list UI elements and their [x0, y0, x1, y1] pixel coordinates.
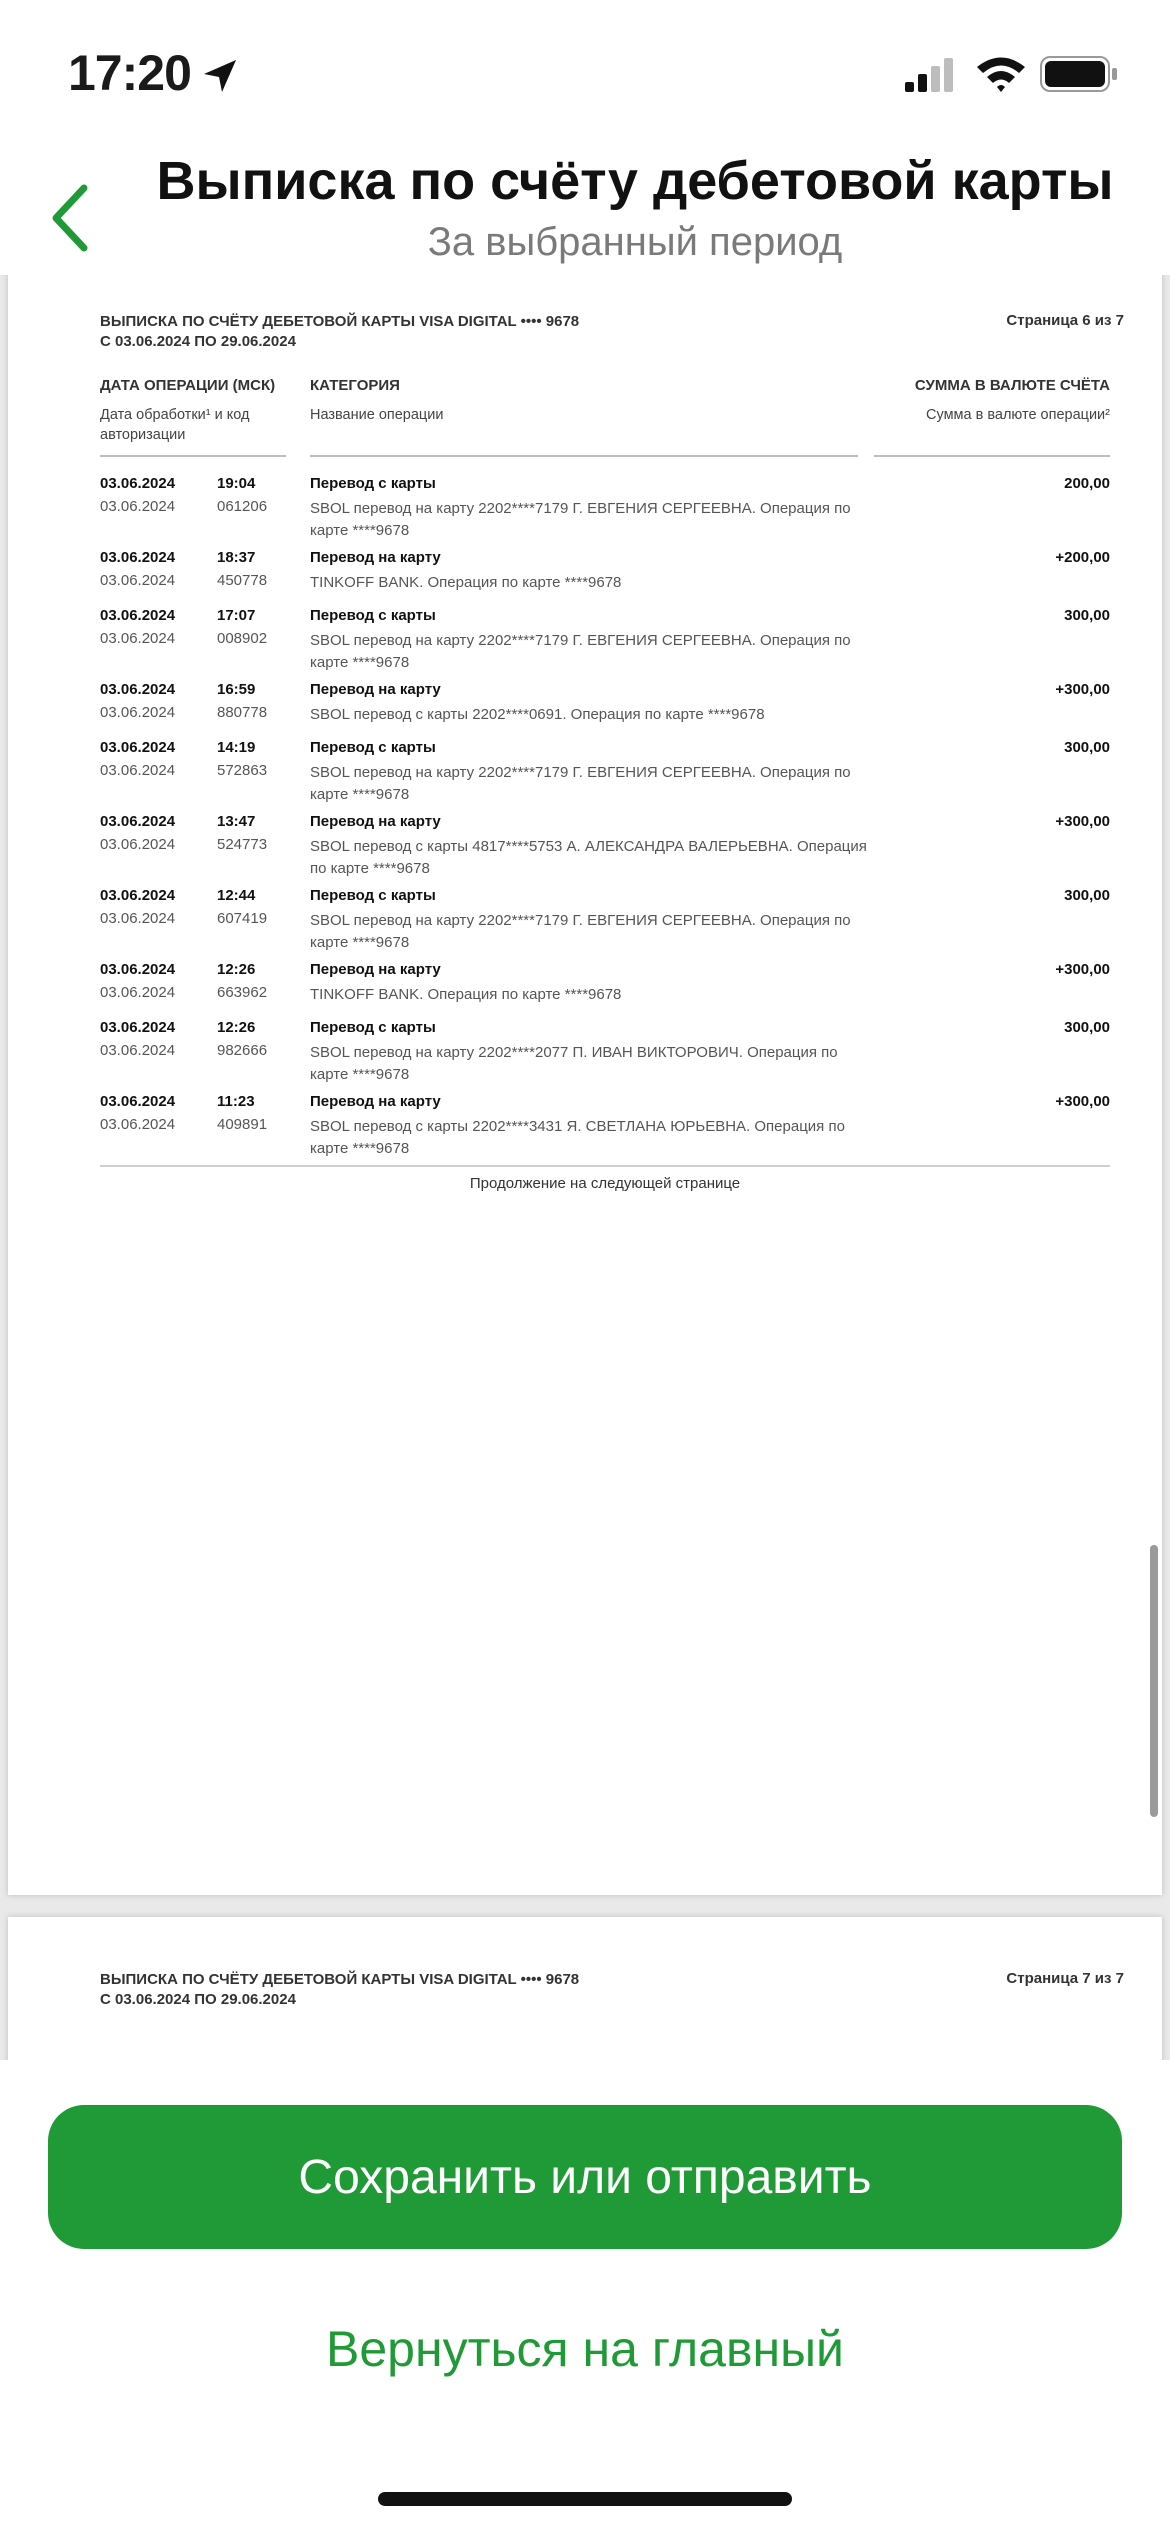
col-date-subheader: Дата обработки¹ и код авторизации [100, 407, 250, 443]
location-arrow-icon [200, 56, 240, 96]
transaction-description: TINKOFF BANK. Операция по карте ****9678 [310, 986, 622, 1003]
col-amount-subheader: Сумма в валюте операции² [926, 407, 1110, 423]
transaction-amount: 200,00 [1064, 475, 1110, 492]
transaction-time: 13:47 [217, 813, 256, 830]
authorization-code: 607419 [217, 910, 268, 927]
statement-heading-line1: ВЫПИСКА ПО СЧЁТУ ДЕБЕТОВОЙ КАРТЫ VISA DIGITAL •••• 9678 [100, 1971, 580, 1988]
home-indicator [378, 2492, 792, 2506]
wifi-icon [975, 54, 1027, 94]
processing-date: 03.06.2024 [100, 630, 176, 647]
processing-date: 03.06.2024 [100, 762, 176, 779]
transaction-amount: 300,00 [1064, 1019, 1110, 1036]
transaction-category: Перевод с карты [310, 887, 436, 904]
authorization-code: 572863 [217, 762, 268, 779]
document-viewer[interactable] [0, 275, 1170, 2060]
authorization-code: 880778 [217, 704, 268, 721]
back-button[interactable] [40, 166, 110, 256]
battery-icon [1040, 56, 1118, 92]
page-number: Страница 6 из 7 [1006, 312, 1124, 329]
transaction-date: 03.06.2024 [100, 813, 176, 830]
transaction-category: Перевод на карту [310, 961, 441, 978]
status-time: 17:20 [68, 45, 191, 101]
transaction-description: SBOL перевод с карты 4817****5753 А. АЛЕКСАНДРА ВАЛЕРЬЕВНА. Операция по карте ****9678 [310, 838, 867, 877]
transaction-amount: +300,00 [1055, 961, 1110, 978]
statement-heading [100, 312, 579, 352]
transaction-description: SBOL перевод с карты 2202****3431 Я. СВЕТЛАНА ЮРЬЕВНА. Операция по карте ****9678 [310, 1118, 845, 1157]
authorization-code: 524773 [217, 836, 268, 853]
processing-date: 03.06.2024 [100, 984, 176, 1001]
transaction-time: 19:04 [217, 475, 256, 492]
transaction-category: Перевод на карту [310, 813, 441, 830]
signal-icon [905, 58, 957, 92]
transaction-description: SBOL перевод на карту 2202****7179 Г. ЕВГЕНИЯ СЕРГЕЕВНА. Операция по карте ****9678 [310, 912, 851, 951]
chevron-left-icon [40, 166, 110, 256]
authorization-code: 982666 [217, 1042, 268, 1059]
col-date-header: ДАТА ОПЕРАЦИИ (МСК) [100, 377, 276, 394]
transaction-time: 17:07 [217, 607, 256, 624]
transaction-amount: +300,00 [1055, 1093, 1110, 1110]
transaction-date: 03.06.2024 [100, 607, 176, 624]
processing-date: 03.06.2024 [100, 498, 176, 515]
statement-period: С 03.06.2024 ПО 29.06.2024 [100, 333, 296, 350]
processing-date: 03.06.2024 [100, 1116, 176, 1133]
transaction-date: 03.06.2024 [100, 739, 176, 756]
transaction-category: Перевод с карты [310, 475, 436, 492]
transaction-amount: 300,00 [1064, 607, 1110, 624]
transaction-time: 12:44 [217, 887, 256, 904]
transaction-time: 12:26 [217, 961, 256, 978]
divider [100, 1165, 1110, 1167]
transaction-amount: +300,00 [1055, 681, 1110, 698]
transaction-time: 16:59 [217, 681, 256, 698]
transaction-amount: +300,00 [1055, 813, 1110, 830]
transaction-category: Перевод на карту [310, 681, 441, 698]
transaction-date: 03.06.2024 [100, 961, 176, 978]
transaction-time: 14:19 [217, 739, 256, 756]
statement-page-7 [8, 1917, 1162, 2060]
statement-page-6 [8, 275, 1162, 1895]
statement-heading [100, 1970, 579, 2010]
processing-date: 03.06.2024 [100, 1042, 176, 1059]
page-number: Страница 7 из 7 [1006, 1970, 1124, 1987]
transaction-category: Перевод на карту [310, 549, 441, 566]
authorization-code: 008902 [217, 630, 268, 647]
transaction-amount: 300,00 [1064, 887, 1110, 904]
col-category-subheader: Название операции [310, 407, 444, 423]
authorization-code: 663962 [217, 984, 268, 1001]
divider [100, 455, 286, 457]
transaction-amount: 300,00 [1064, 739, 1110, 756]
transaction-date: 03.06.2024 [100, 1019, 176, 1036]
transaction-description: SBOL перевод на карту 2202****2077 П. ИВАН ВИКТОРОВИЧ. Операция по карте ****9678 [310, 1044, 838, 1083]
transaction-category: Перевод с карты [310, 739, 436, 756]
transaction-date: 03.06.2024 [100, 475, 176, 492]
statement-heading-line1: ВЫПИСКА ПО СЧЁТУ ДЕБЕТОВОЙ КАРТЫ VISA DIGITAL •••• 9678 [100, 313, 580, 330]
statement-period: С 03.06.2024 ПО 29.06.2024 [100, 1991, 296, 2008]
transaction-date: 03.06.2024 [100, 887, 176, 904]
transaction-description: SBOL перевод на карту 2202****7179 Г. ЕВГЕНИЯ СЕРГЕЕВНА. Операция по карте ****9678 [310, 500, 851, 539]
authorization-code: 409891 [217, 1116, 268, 1133]
transaction-time: 12:26 [217, 1019, 256, 1036]
save-or-send-button[interactable]: Сохранить или отправить [48, 2105, 1122, 2249]
processing-date: 03.06.2024 [100, 836, 176, 853]
authorization-code: 450778 [217, 572, 268, 589]
transaction-category: Перевод с карты [310, 607, 436, 624]
col-amount-header: СУММА В ВАЛЮТЕ СЧЁТА [914, 377, 1110, 394]
divider [310, 455, 858, 457]
transaction-date: 03.06.2024 [100, 681, 176, 698]
continue-note: Продолжение на следующей странице [469, 1175, 741, 1192]
scrollbar[interactable] [1150, 1545, 1158, 1817]
header [0, 140, 1170, 275]
transaction-description: SBOL перевод на карту 2202****7179 Г. ЕВГЕНИЯ СЕРГЕЕВНА. Операция по карте ****9678 [310, 632, 851, 671]
divider [874, 455, 1110, 457]
transaction-description: TINKOFF BANK. Операция по карте ****9678 [310, 574, 622, 591]
transaction-time: 11:23 [217, 1093, 255, 1110]
transaction-date: 03.06.2024 [100, 1093, 176, 1110]
col-category-header: КАТЕГОРИЯ [310, 377, 400, 394]
processing-date: 03.06.2024 [100, 572, 176, 589]
page-title: Выписка по счёту дебетовой карты [156, 151, 1114, 211]
processing-date: 03.06.2024 [100, 910, 176, 927]
transaction-amount: +200,00 [1055, 549, 1110, 566]
transaction-date: 03.06.2024 [100, 549, 176, 566]
transaction-description: SBOL перевод с карты 2202****0691. Операция по карте ****9678 [310, 706, 765, 723]
transaction-category: Перевод с карты [310, 1019, 436, 1036]
transaction-description: SBOL перевод на карту 2202****7179 Г. ЕВГЕНИЯ СЕРГЕЕВНА. Операция по карте ****9678 [310, 764, 851, 803]
page-subtitle: За выбранный период [427, 220, 843, 264]
transaction-time: 18:37 [217, 549, 256, 566]
status-bar [0, 0, 1170, 140]
back-to-home-link[interactable]: Вернуться на главный [326, 2321, 844, 2377]
processing-date: 03.06.2024 [100, 704, 176, 721]
transaction-category: Перевод на карту [310, 1093, 441, 1110]
authorization-code: 061206 [217, 498, 268, 515]
